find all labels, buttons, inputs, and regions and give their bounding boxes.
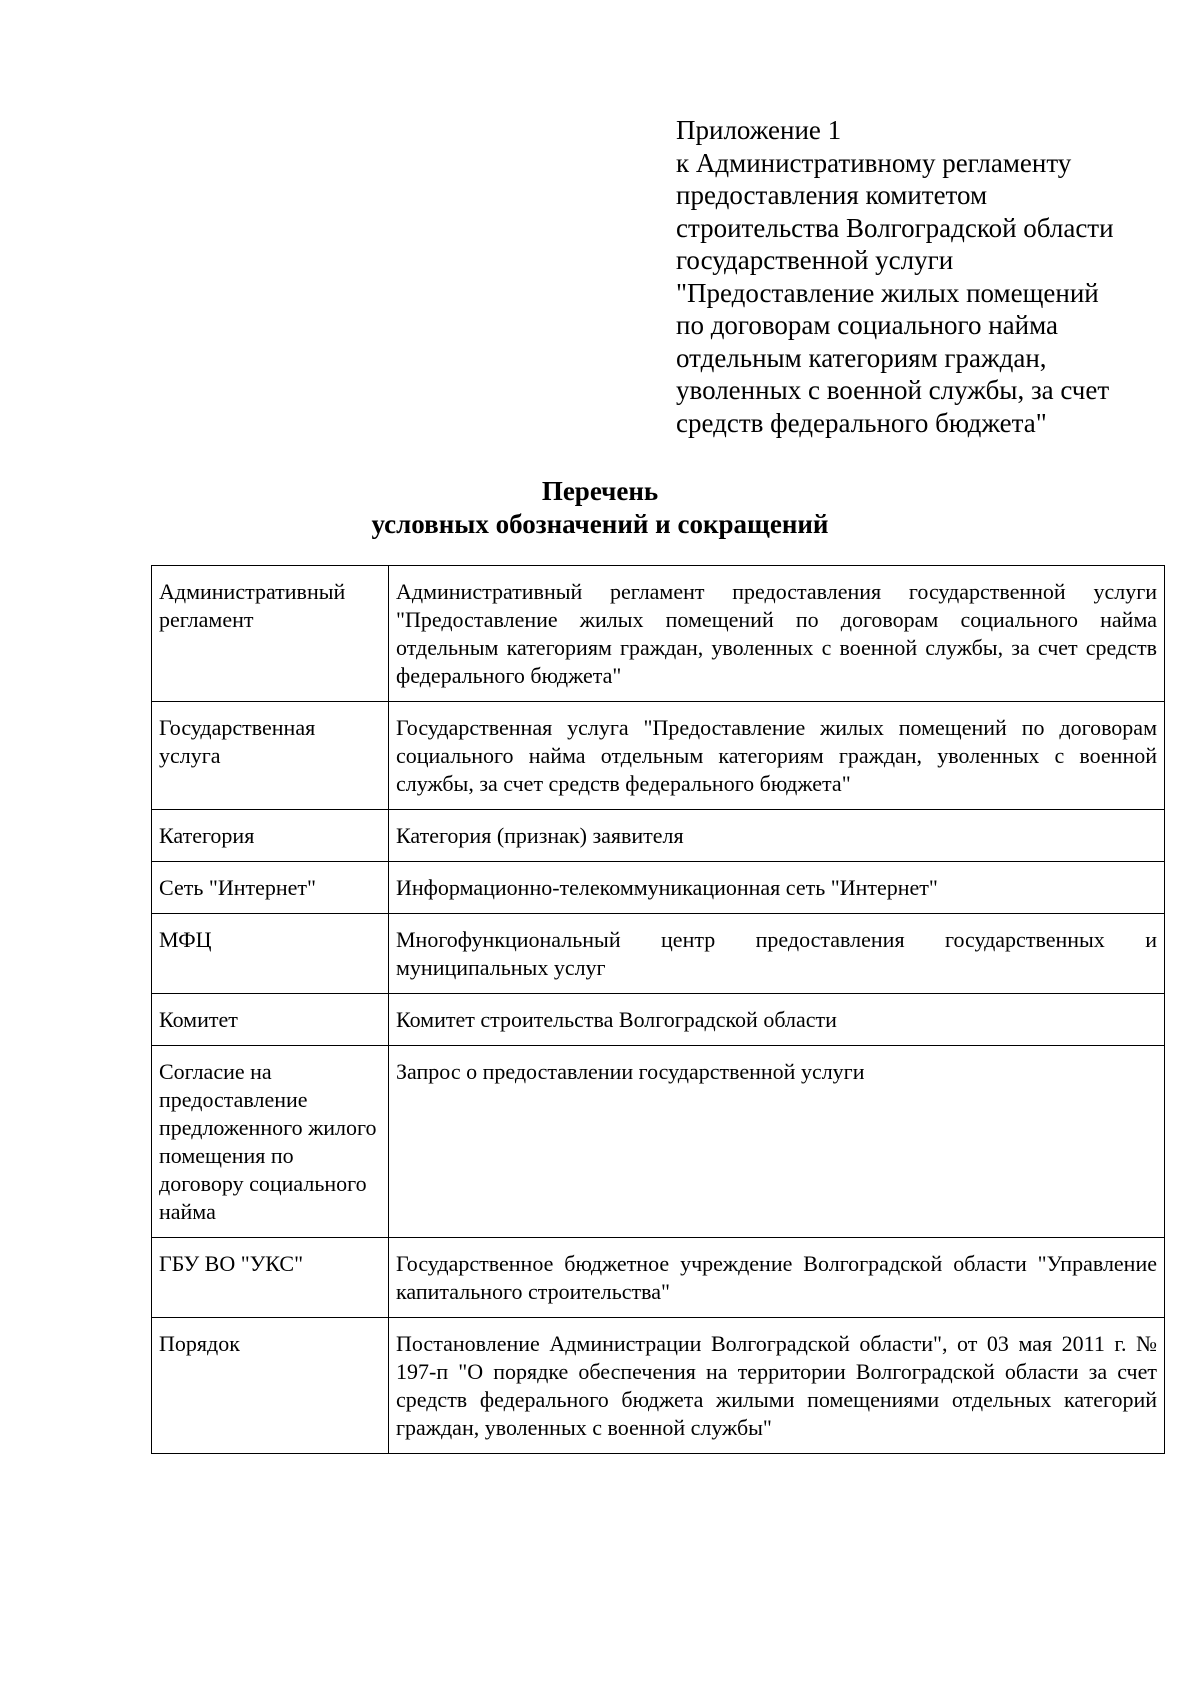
table-row bbox=[152, 1318, 1165, 1454]
term-cell: Комитет bbox=[152, 994, 389, 1046]
definition-cell: Административный регламент предоставления государственной услуги "Предоставление жилых помещений по договорам социального найма отдельным категориям граждан, уволенных с военной службы, за счет средств федерального бюджета" bbox=[389, 566, 1165, 702]
title-line-1: Перечень bbox=[541, 476, 659, 506]
term-cell: Государственная услуга bbox=[152, 702, 389, 810]
abbreviations-table bbox=[151, 565, 1165, 1454]
table-row bbox=[152, 1046, 1165, 1238]
appendix-line: к Административному регламенту bbox=[676, 147, 1072, 178]
table-row bbox=[152, 994, 1165, 1046]
appendix-line: отдельным категориям граждан, bbox=[676, 342, 1047, 373]
table-row bbox=[152, 914, 1165, 994]
appendix-line: средств федерального бюджета" bbox=[676, 407, 1047, 438]
table-row bbox=[152, 566, 1165, 702]
term-cell: Порядок bbox=[152, 1318, 389, 1454]
table-row bbox=[152, 862, 1165, 914]
appendix-line: строительства Волгоградской области bbox=[676, 212, 1114, 243]
definition-cell: Комитет строительства Волгоградской области bbox=[389, 994, 1165, 1046]
term-cell: Сеть "Интернет" bbox=[152, 862, 389, 914]
term-cell: Административный регламент bbox=[152, 566, 389, 702]
table-row bbox=[152, 1238, 1165, 1318]
definition-cell: Государственное бюджетное учреждение Волгоградской области "Управление капитального строительства" bbox=[389, 1238, 1165, 1318]
table-row bbox=[152, 810, 1165, 862]
definition-cell: Запрос о предоставлении государственной услуги bbox=[389, 1046, 1165, 1238]
document-title bbox=[0, 475, 1200, 541]
term-cell: Категория bbox=[152, 810, 389, 862]
definition-cell: Многофункциональный центр предоставления государственных и муниципальных услуг bbox=[389, 914, 1165, 994]
appendix-line: по договорам социального найма bbox=[676, 310, 1058, 340]
table-row bbox=[152, 702, 1165, 810]
term-cell: МФЦ bbox=[152, 914, 389, 994]
term-cell: ГБУ ВО "УКС" bbox=[152, 1238, 389, 1318]
appendix-line: государственной услуги bbox=[676, 245, 954, 275]
definition-cell: Информационно-телекоммуникационная сеть "Интернет" bbox=[389, 862, 1165, 914]
definition-cell: Категория (признак) заявителя bbox=[389, 810, 1165, 862]
title-line-2: условных обозначений и сокращений bbox=[371, 509, 829, 539]
definition-cell: Государственная услуга "Предоставление жилых помещений по договорам социального найма отдельным категориям граждан, уволенных с военной службы, за счет средств федерального бюджета" bbox=[389, 702, 1165, 810]
appendix-line: "Предоставление жилых помещений bbox=[676, 277, 1099, 308]
appendix-line: уволенных с военной службы, за счет bbox=[676, 375, 1110, 405]
appendix-header bbox=[676, 114, 1156, 439]
appendix-line: Приложение 1 bbox=[676, 115, 842, 145]
term-cell: Согласие на предоставление предложенного жилого помещения по договору социального найма bbox=[152, 1046, 389, 1238]
appendix-line: предоставления комитетом bbox=[676, 180, 988, 210]
definition-cell: Постановление Администрации Волгоградской области", от 03 мая 2011 г. № 197-п "О порядке обеспечения на территории Волгоградской области за счет средств федерального бюджета жилыми помещениями отдельных категорий граждан, уволенных с военной службы" bbox=[389, 1318, 1165, 1454]
